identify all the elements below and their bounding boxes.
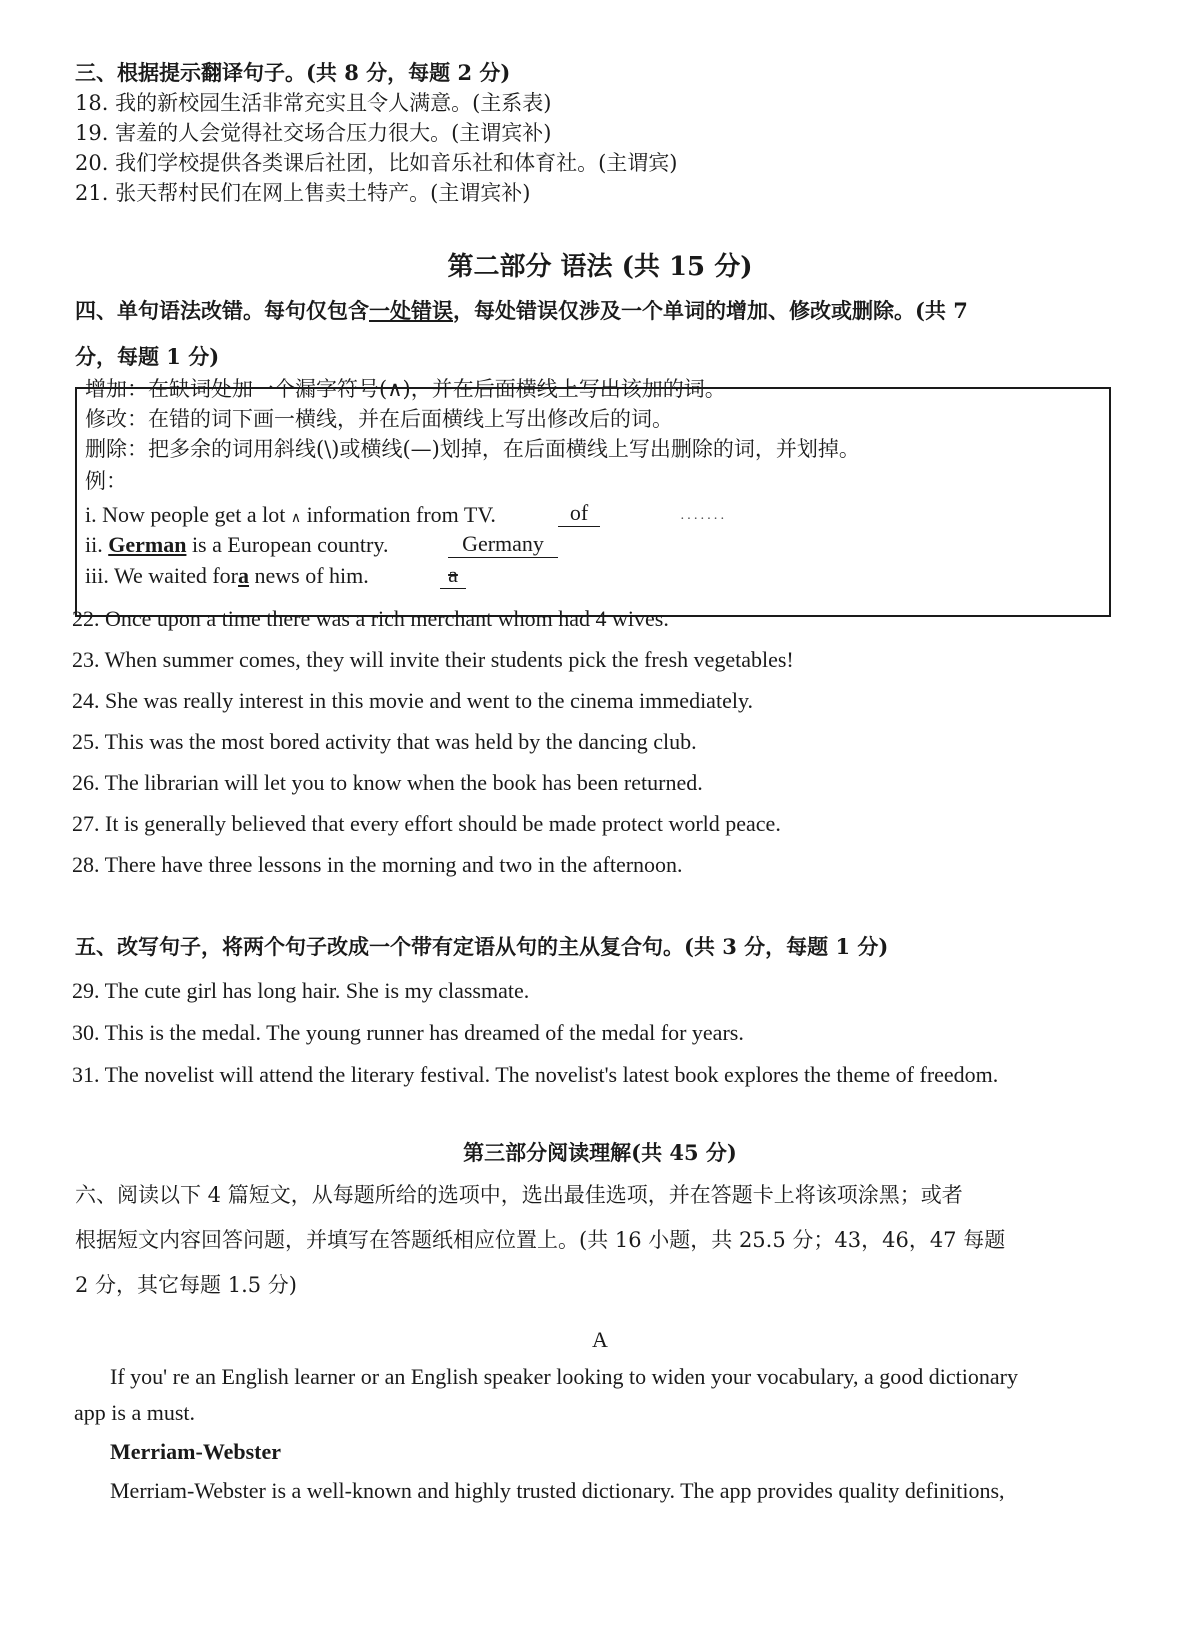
passage-a-para2-line1: Merriam-Webster is a well-known and highly trusted dictionary. The app provides quality definitions,: [110, 1478, 1005, 1503]
part2-title: 第二部分 语法 (共 15 分): [447, 252, 753, 282]
question-22: 22. Once upon a time there was a rich merchant whom had 4 wives.: [72, 606, 669, 631]
example-1-text-a: i. Now people get a lot: [85, 502, 286, 527]
example-3-text-b: news of him.: [254, 563, 369, 588]
instruction-delete: 删除：把多余的词用斜线(\)或横线(—)划掉，在后面横线上写出删除的词，并划掉。: [85, 437, 860, 461]
stray-dots-mark: ·······: [680, 512, 727, 527]
section6-line2: 根据短文内容回答问题，并填写在答题纸相应位置上。(共 16 小题，共 25.5 分；43，46，47 每题: [75, 1228, 1006, 1252]
example-label: 例：: [85, 469, 127, 493]
section4-heading-part-a: 四、单句语法改错。每句仅包含: [75, 298, 369, 323]
example-3-struck-word: a: [238, 563, 250, 588]
question-26: 26. The librarian will let you to know when the book has been returned.: [72, 770, 703, 795]
section5-heading: 五、改写句子，将两个句子改成一个带有定语从句的主从复合句。(共 3 分，每题 1 分): [75, 934, 889, 959]
example-3-text-a: iii. We waited for: [85, 563, 239, 588]
example-2-error-word: German: [108, 532, 187, 557]
question-29: 29. The cute girl has long hair. She is my classmate.: [72, 978, 530, 1003]
passage-a-label: A: [592, 1327, 608, 1352]
question-23: 23. When summer comes, they will invite their students pick the fresh vegetables!: [72, 647, 794, 672]
question-31: 31. The novelist will attend the literary festival. The novelist's latest book explores the theme of freedom.: [72, 1062, 999, 1087]
question-28: 28. There have three lessons in the morning and two in the afternoon.: [72, 852, 683, 877]
passage-a-subhead: Merriam-Webster: [110, 1439, 282, 1464]
question-27: 27. It is generally believed that every effort should be made protect world peace.: [72, 811, 781, 836]
passage-a-para1-line2: app is a must.: [74, 1400, 195, 1425]
question-24: 24. She was really interest in this movie and went to the cinema immediately.: [72, 688, 754, 713]
question-30: 30. This is the medal. The young runner has dreamed of the medal for years.: [72, 1020, 744, 1045]
question-25: 25. This was the most bored activity that was held by the dancing club.: [72, 729, 697, 754]
part3-title: 第三部分阅读理解(共 45 分): [463, 1140, 737, 1165]
instruction-modify: 修改：在错的词下画一横线，并在后面横线上写出修改后的词。: [85, 407, 673, 431]
example-3-answer: a: [440, 562, 466, 589]
section4-heading-underlined: 一处错误: [369, 298, 453, 323]
section6-line3: 2 分，其它每题 1.5 分): [75, 1273, 297, 1297]
example-1: [85, 500, 496, 534]
question-20: 20. 我们学校提供各类课后社团，比如音乐社和体育社。(主谓宾): [75, 151, 678, 175]
example-2: [85, 530, 388, 560]
example-1-text-b: information from TV.: [306, 502, 496, 527]
section3-heading: 三、根据提示翻译句子。(共 8 分，每题 2 分): [75, 60, 511, 85]
example-2-prefix: ii.: [85, 532, 103, 557]
section4-heading: [75, 296, 968, 326]
example-2-rest: is a European country.: [191, 532, 389, 557]
example-2-answer: Germany: [448, 531, 558, 558]
section4-heading-line2: 分，每题 1 分): [75, 344, 220, 369]
example-1-answer: of: [558, 500, 600, 527]
section6-line1: 六、阅读以下 4 篇短文，从每题所给的选项中，选出最佳选项，并在答题卡上将该项涂黑；或者: [75, 1183, 963, 1207]
section4-heading-part-b: ，每处错误仅涉及一个单词的增加、修改或删除。(共 7: [453, 298, 968, 323]
passage-a-para1-line1: If you' re an English learner or an English speaker looking to widen your vocabulary, a good dictionary: [110, 1364, 1018, 1389]
instruction-add: 增加：在缺词处加一个漏字符号(∧)，并在后面横线上写出该加的词。: [85, 377, 726, 401]
question-21: 21. 张天帮村民们在网上售卖土特产。(主谓宾补): [75, 181, 531, 205]
caret-symbol: ∧: [290, 511, 302, 526]
question-18: 18. 我的新校园生活非常充实且令人满意。(主系表): [75, 91, 552, 115]
example-3: [85, 561, 369, 591]
question-19: 19. 害羞的人会觉得社交场合压力很大。(主谓宾补): [75, 121, 552, 145]
